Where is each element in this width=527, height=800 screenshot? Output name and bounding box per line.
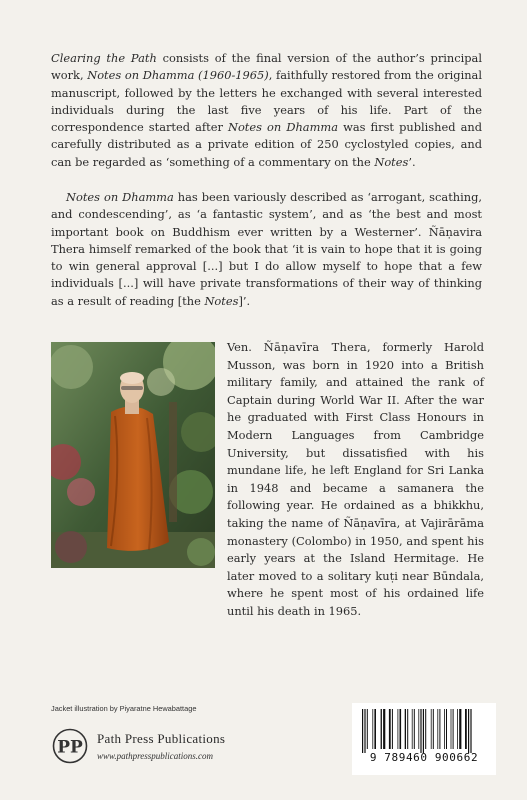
barcode-bar: [470, 709, 471, 753]
blurb-text: has been variously described as ‘arrogant, scathing, and condescending’, as ‘a fantastic system’, and as ‘the best and most important book on Buddhism ever written by a Westerner’. Ñāṇavira Thera himself remarked of the book that ‘it is vain to hope that it is going to win general approval [...] but I do allow myself to hope that a few individuals [...] will have private transformations of their way of thinking as a result of reading [the: [51, 190, 482, 308]
path-press-logo-icon: [52, 728, 88, 764]
barcode-bar: [431, 709, 432, 749]
blurb-paragraph-intro: [51, 50, 482, 171]
work-title-italic: Notes on Dhamma: [66, 190, 174, 204]
work-title-italic: Notes on Dhamma (1960-1965): [87, 68, 269, 83]
jacket-illustration-credit: Jacket illustration by Piyaratne Hewabattage: [51, 704, 197, 713]
blurb-text: ’.: [408, 154, 416, 169]
barcode-bar: [367, 709, 368, 749]
barcode-bar: [383, 709, 385, 749]
work-title-italic: Notes on Dhamma: [227, 120, 338, 135]
barcode-bar: [444, 709, 445, 749]
barcode-bar: [412, 709, 413, 749]
work-title-italic: Notes: [204, 293, 239, 308]
barcode-bar: [423, 709, 424, 753]
barcode-bar: [425, 709, 426, 749]
barcode-bar: [453, 709, 454, 749]
barcode-bar: [392, 709, 393, 749]
isbn-number: 9 789460 900662: [369, 751, 479, 764]
blurb-text: , faithfully restored from the original manuscript, followed by the letters he exchanged with several interested individuals during the last five years of his life. Part of the correspondence started after: [51, 68, 482, 135]
bio-text: Ven.: [227, 340, 264, 354]
bio-text: , formerly Harold Musson, was born in 1920 into a British military family, and attained the rank of Captain during World War II. After the war he graduated with First Class Honours in Modern Languages from Cambridge University, but dissatisfied with his mundane life, he left England for Sri Lanka in 1948 and became a samanera the following year. He ordained as a bhikkhu, taking the name of Ñāṇavīra, at Vajirārāma monastery (Colombo) in 1950, and spent his early years at the Island Hermitage. He later moved to a solitary kuṭi near Būndala, where he spent most of his ordained life until his death in 1965.: [227, 340, 484, 618]
blurb-text: ]’.: [238, 293, 251, 308]
barcode-bar: [420, 709, 421, 753]
blurb-text: was first published and carefully distributed as a private edition of 250 cyclostyled copies, and can be regarded as ‘something of a commentary on the: [51, 120, 482, 169]
author-name: Ñāṇavīra Thera: [263, 340, 368, 354]
barcode-bar: [364, 709, 365, 753]
author-biography: [227, 339, 484, 621]
isbn-barcode: [352, 703, 496, 775]
barcode-bar: [405, 709, 406, 749]
blurb-text: consists of the final version of the author’s principal work,: [51, 51, 482, 83]
barcode-bar: [381, 709, 382, 749]
barcode-bar: [468, 709, 469, 753]
barcode-bar: [414, 709, 415, 749]
barcode-bar: [374, 709, 376, 749]
publisher-url[interactable]: www.pathpresspublications.com: [97, 751, 214, 761]
logo-letters: PP: [57, 737, 83, 758]
barcode-bar: [407, 709, 408, 749]
barcode-bar: [418, 709, 419, 749]
barcode-bar: [362, 709, 363, 753]
publisher-name: Path Press Publications: [97, 731, 226, 746]
barcode-bar: [400, 709, 402, 749]
barcode-bar: [446, 709, 447, 749]
blurb-paragraph-reception: [51, 189, 482, 310]
barcode-bar: [372, 709, 373, 749]
author-portrait: [51, 342, 215, 568]
book-title-italic: Clearing the Path: [51, 51, 157, 65]
work-title-italic: Notes: [374, 154, 409, 169]
barcode-bar: [433, 709, 434, 749]
barcode-bar: [398, 709, 399, 749]
barcode-bars: [360, 709, 488, 753]
barcode-bar: [457, 709, 458, 749]
barcode-bar: [437, 709, 438, 749]
barcode-bar: [451, 709, 452, 749]
barcode-bar: [439, 709, 440, 749]
barcode-bar: [459, 709, 461, 749]
barcode-bar: [465, 709, 467, 749]
barcode-bar: [389, 709, 391, 749]
